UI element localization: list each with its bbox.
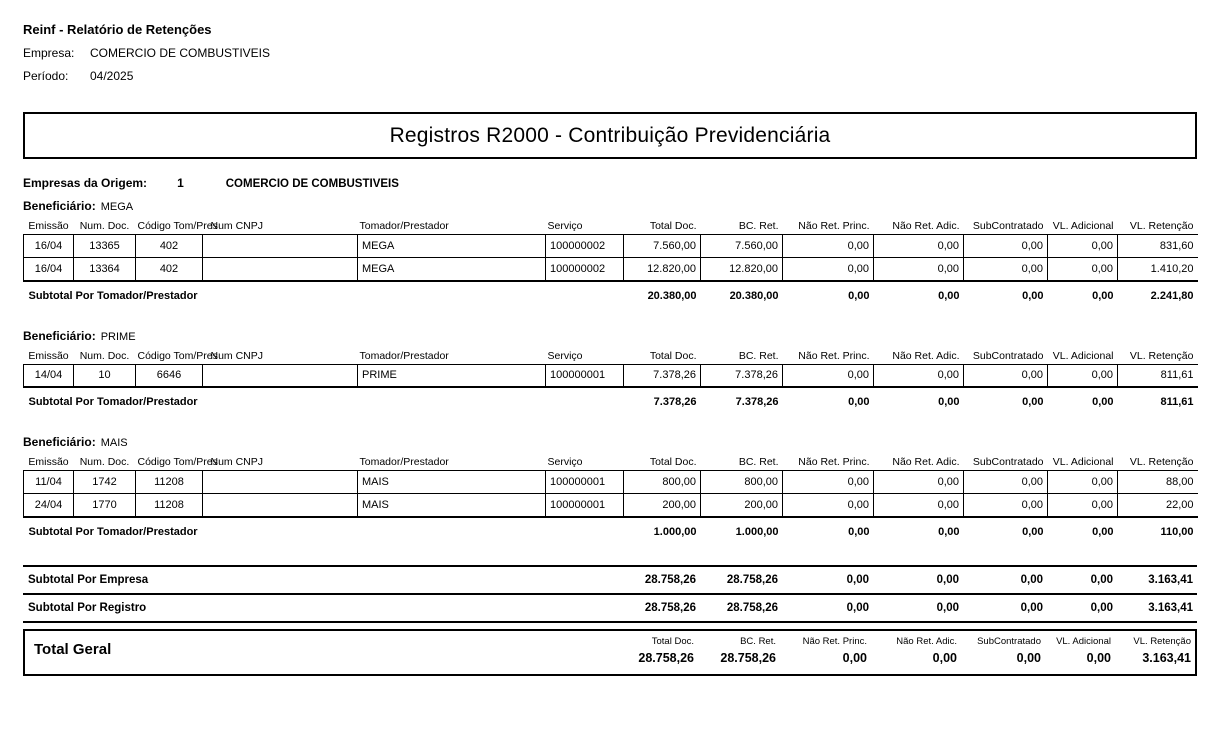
empresa-line	[23, 46, 1197, 60]
cell-subcontratado: 0,00	[964, 471, 1048, 494]
cell-nao-ret-princ: 0,00	[783, 258, 874, 281]
cell-codigo: 11208	[136, 471, 203, 494]
col-header-vl-adicional: VL. Adicional	[1048, 349, 1118, 365]
total-geral-header-row	[25, 634, 1195, 648]
retention-table	[23, 455, 1198, 540]
empresa-label: Empresa:	[23, 46, 75, 60]
report-title: Reinf - Relatório de Retenções	[23, 22, 212, 37]
cell-vl-adicional: 0,00	[1048, 258, 1118, 281]
summary-registro-vl-adicional: 0,00	[1047, 594, 1117, 622]
subtotal-nao-ret-adic: 0,00	[874, 281, 964, 304]
cell-emissao: 16/04	[24, 258, 74, 281]
cell-subcontratado: 0,00	[964, 258, 1048, 281]
subtotal-total-doc: 20.380,00	[624, 281, 701, 304]
cell-tomador: MAIS	[358, 471, 546, 494]
col-header-servico: Serviço	[546, 455, 624, 471]
cell-emissao: 14/04	[24, 364, 74, 387]
col-header-num-doc: Num. Doc.	[74, 349, 136, 365]
beneficiario-label: Beneficiário:	[23, 435, 96, 449]
tg-col-nao-ret-adic: Não Ret. Adic.	[896, 635, 957, 647]
cell-servico: 100000002	[546, 235, 624, 258]
tg-subcontratado: 0,00	[1016, 650, 1041, 665]
cell-total-doc: 7.560,00	[624, 235, 701, 258]
summary-empresa-label: Subtotal Por Empresa	[23, 566, 623, 594]
subtotal-label: Subtotal Por Tomador/Prestador	[24, 517, 624, 540]
beneficiario-label: Beneficiário:	[23, 199, 96, 213]
cell-num-doc: 13365	[74, 235, 136, 258]
cell-subcontratado: 0,00	[964, 364, 1048, 387]
cell-codigo: 6646	[136, 364, 203, 387]
cell-tomador: MEGA	[358, 258, 546, 281]
total-geral-table	[25, 634, 1195, 665]
subtotal-subcontratado: 0,00	[964, 517, 1048, 540]
subtotal-nao-ret-princ: 0,00	[783, 387, 874, 410]
subtotal-total-doc: 7.378,26	[624, 387, 701, 410]
section-beneficiario-prime	[23, 329, 1197, 411]
col-header-subcontratado: SubContratado	[964, 219, 1048, 235]
cell-tomador: MEGA	[358, 235, 546, 258]
cell-nao-ret-adic: 0,00	[874, 494, 964, 517]
col-header-servico: Serviço	[546, 219, 624, 235]
cell-cnpj	[203, 364, 358, 387]
cell-vl-adicional: 0,00	[1048, 471, 1118, 494]
col-header-vl-adicional: VL. Adicional	[1048, 455, 1118, 471]
col-header-tomador: Tomador/Prestador	[358, 455, 546, 471]
tg-col-vl-adicional: VL. Adicional	[1056, 635, 1111, 647]
cell-vl-adicional: 0,00	[1048, 364, 1118, 387]
col-header-cnpj: Num CNPJ	[203, 349, 358, 365]
col-header-bc-ret: BC. Ret.	[701, 349, 783, 365]
beneficiario-label: Beneficiário:	[23, 328, 96, 343]
summary-empresa-vl-adicional: 0,00	[1047, 566, 1117, 594]
tg-nao-ret-adic: 0,00	[932, 650, 957, 665]
subtotal-vl-adicional: 0,00	[1048, 281, 1118, 304]
col-header-total-doc: Total Doc.	[624, 349, 701, 365]
col-header-num-doc: Num. Doc.	[74, 455, 136, 471]
total-geral-label: Total Geral	[34, 640, 112, 658]
subtotal-total-doc: 1.000,00	[624, 517, 701, 540]
cell-total-doc: 200,00	[624, 494, 701, 517]
periodo-line	[23, 69, 1197, 83]
beneficiario-line	[23, 199, 1197, 213]
subtotal-subcontratado: 0,00	[964, 281, 1048, 304]
cell-servico: 100000001	[546, 364, 624, 387]
table-header-row	[24, 219, 1198, 235]
cell-subcontratado: 0,00	[964, 235, 1048, 258]
tg-col-total-doc: Total Doc.	[651, 635, 694, 647]
subtotal-vl-retencao: 110,00	[1118, 517, 1198, 540]
summary-empresa-vl-retencao: 3.163,41	[1117, 566, 1197, 594]
summary-table	[23, 565, 1197, 623]
cell-bc-ret: 7.378,26	[701, 364, 783, 387]
section-beneficiario-mais	[23, 435, 1197, 540]
col-header-codigo: Código Tom/Pres	[136, 349, 203, 365]
cell-cnpj	[203, 471, 358, 494]
subtotal-vl-adicional: 0,00	[1048, 387, 1118, 410]
cell-num-doc: 13364	[74, 258, 136, 281]
cell-servico: 100000002	[546, 258, 624, 281]
cell-emissao: 24/04	[24, 494, 74, 517]
cell-nao-ret-adic: 0,00	[874, 471, 964, 494]
col-header-tomador: Tomador/Prestador	[358, 349, 546, 365]
cell-servico: 100000001	[546, 494, 624, 517]
col-header-nao-ret-adic: Não Ret. Adic.	[874, 455, 964, 471]
cell-num-doc: 1742	[74, 471, 136, 494]
col-header-emissao: Emissão	[24, 219, 74, 235]
cell-nao-ret-princ: 0,00	[783, 235, 874, 258]
tg-nao-ret-princ: 0,00	[842, 650, 867, 665]
summary-registro-nao-ret-adic: 0,00	[873, 594, 963, 622]
col-header-total-doc: Total Doc.	[624, 219, 701, 235]
summary-registro-total-doc: 28.758,26	[623, 594, 700, 622]
col-header-nao-ret-princ: Não Ret. Princ.	[783, 219, 874, 235]
cell-subcontratado: 0,00	[964, 494, 1048, 517]
summary-registro-nao-ret-princ: 0,00	[782, 594, 873, 622]
retention-table	[23, 349, 1198, 411]
subtotal-nao-ret-princ: 0,00	[783, 281, 874, 304]
col-header-tomador: Tomador/Prestador	[358, 219, 546, 235]
cell-vl-retencao: 1.410,20	[1118, 258, 1198, 281]
subtotal-nao-ret-princ: 0,00	[783, 517, 874, 540]
col-header-bc-ret: BC. Ret.	[701, 219, 783, 235]
subtotal-row	[24, 517, 1198, 540]
section-beneficiario-mega	[23, 199, 1197, 304]
cell-total-doc: 800,00	[624, 471, 701, 494]
table-row	[24, 364, 1198, 387]
col-header-cnpj: Num CNPJ	[203, 455, 358, 471]
cell-emissao: 11/04	[24, 471, 74, 494]
cell-bc-ret: 12.820,00	[701, 258, 783, 281]
cell-vl-retencao: 811,61	[1118, 364, 1198, 387]
subtotal-vl-adicional: 0,00	[1048, 517, 1118, 540]
col-header-codigo: Código Tom/Pres	[136, 219, 203, 235]
table-row	[24, 258, 1198, 281]
col-header-num-doc: Num. Doc.	[74, 219, 136, 235]
col-header-cnpj: Num CNPJ	[203, 219, 358, 235]
col-header-vl-retencao: VL. Retenção	[1118, 349, 1198, 365]
summary-empresa-nao-ret-princ: 0,00	[782, 566, 873, 594]
cell-nao-ret-adic: 0,00	[874, 364, 964, 387]
subtotal-nao-ret-adic: 0,00	[874, 387, 964, 410]
summary-row-registro	[23, 594, 1197, 622]
tg-vl-adicional: 0,00	[1086, 650, 1111, 665]
retention-table	[23, 219, 1198, 304]
origem-line	[23, 176, 1197, 190]
origem-name: COMERCIO DE COMBUSTIVEIS	[225, 178, 399, 190]
col-header-servico: Serviço	[546, 349, 624, 365]
periodo-label: Período:	[23, 69, 69, 83]
subtotal-row	[24, 387, 1198, 410]
summary-registro-vl-retencao: 3.163,41	[1117, 594, 1197, 622]
cell-nao-ret-adic: 0,00	[874, 235, 964, 258]
beneficiario-value: MEGA	[100, 201, 134, 213]
cell-total-doc: 12.820,00	[624, 258, 701, 281]
col-header-vl-adicional: VL. Adicional	[1048, 219, 1118, 235]
subtotal-label: Subtotal Por Tomador/Prestador	[24, 387, 624, 410]
col-header-bc-ret: BC. Ret.	[701, 455, 783, 471]
cell-vl-adicional: 0,00	[1048, 494, 1118, 517]
beneficiario-line	[23, 329, 1197, 343]
cell-bc-ret: 200,00	[701, 494, 783, 517]
cell-vl-adicional: 0,00	[1048, 235, 1118, 258]
tg-col-nao-ret-princ: Não Ret. Princ.	[802, 635, 867, 647]
col-header-emissao: Emissão	[24, 349, 74, 365]
cell-num-doc: 10	[74, 364, 136, 387]
summary-empresa-total-doc: 28.758,26	[623, 566, 700, 594]
summary-empresa-subcontratado: 0,00	[963, 566, 1047, 594]
beneficiario-value: PRIME	[100, 330, 136, 343]
subtotal-nao-ret-adic: 0,00	[874, 517, 964, 540]
col-header-vl-retencao: VL. Retenção	[1118, 219, 1198, 235]
origem-label: Empresas da Origem:	[23, 176, 148, 190]
subtotal-vl-retencao: 2.241,80	[1118, 281, 1198, 304]
cell-bc-ret: 7.560,00	[701, 235, 783, 258]
report-page	[23, 22, 1197, 676]
tg-col-bc-ret: BC. Ret.	[740, 635, 776, 647]
cell-emissao: 16/04	[24, 235, 74, 258]
col-header-vl-retencao: VL. Retenção	[1118, 455, 1198, 471]
summary-empresa-bc-ret: 28.758,26	[700, 566, 782, 594]
table-row	[24, 494, 1198, 517]
subtotal-bc-ret: 7.378,26	[701, 387, 783, 410]
col-header-nao-ret-princ: Não Ret. Princ.	[783, 455, 874, 471]
cell-total-doc: 7.378,26	[624, 364, 701, 387]
col-header-subcontratado: SubContratado	[964, 349, 1048, 365]
cell-tomador: PRIME	[358, 364, 546, 387]
summary-row-empresa	[23, 566, 1197, 594]
col-header-emissao: Emissão	[24, 455, 74, 471]
col-header-nao-ret-adic: Não Ret. Adic.	[874, 219, 964, 235]
col-header-subcontratado: SubContratado	[964, 455, 1048, 471]
cell-cnpj	[203, 235, 358, 258]
beneficiario-line	[23, 435, 1197, 449]
tg-col-subcontratado: SubContratado	[977, 635, 1041, 647]
cell-codigo: 11208	[136, 494, 203, 517]
banner-title: Registros R2000 - Contribuição Previdenciária	[389, 123, 831, 147]
cell-num-doc: 1770	[74, 494, 136, 517]
subtotal-label: Subtotal Por Tomador/Prestador	[24, 281, 624, 304]
tg-total-doc: 28.758,26	[638, 650, 694, 665]
cell-codigo: 402	[136, 235, 203, 258]
tg-col-vl-retencao: VL. Retenção	[1133, 635, 1191, 647]
cell-servico: 100000001	[546, 471, 624, 494]
subtotal-subcontratado: 0,00	[964, 387, 1048, 410]
cell-codigo: 402	[136, 258, 203, 281]
report-banner	[23, 112, 1197, 159]
subtotal-bc-ret: 1.000,00	[701, 517, 783, 540]
empresa-value: COMERCIO DE COMBUSTIVEIS	[90, 46, 271, 60]
cell-tomador: MAIS	[358, 494, 546, 517]
table-row	[24, 235, 1198, 258]
col-header-nao-ret-princ: Não Ret. Princ.	[783, 349, 874, 365]
total-geral-box	[23, 629, 1197, 676]
cell-nao-ret-princ: 0,00	[783, 364, 874, 387]
col-header-total-doc: Total Doc.	[624, 455, 701, 471]
cell-vl-retencao: 22,00	[1118, 494, 1198, 517]
origem-number: 1	[177, 176, 184, 190]
summary-registro-bc-ret: 28.758,26	[700, 594, 782, 622]
cell-cnpj	[203, 258, 358, 281]
summary-registro-label: Subtotal Por Registro	[23, 594, 623, 622]
tg-bc-ret: 28.758,26	[720, 650, 776, 665]
tg-vl-retencao: 3.163,41	[1142, 650, 1191, 665]
table-header-row	[24, 455, 1198, 471]
subtotal-bc-ret: 20.380,00	[701, 281, 783, 304]
periodo-value: 04/2025	[90, 69, 134, 83]
summary-empresa-nao-ret-adic: 0,00	[873, 566, 963, 594]
subtotal-row	[24, 281, 1198, 304]
table-row	[24, 471, 1198, 494]
col-header-codigo: Código Tom/Pres	[136, 455, 203, 471]
subtotal-vl-retencao: 811,61	[1118, 387, 1198, 410]
cell-vl-retencao: 88,00	[1118, 471, 1198, 494]
cell-nao-ret-adic: 0,00	[874, 258, 964, 281]
summary-registro-subcontratado: 0,00	[963, 594, 1047, 622]
cell-nao-ret-princ: 0,00	[783, 471, 874, 494]
col-header-nao-ret-adic: Não Ret. Adic.	[874, 349, 964, 365]
cell-nao-ret-princ: 0,00	[783, 494, 874, 517]
beneficiario-value: MAIS	[100, 437, 128, 449]
cell-bc-ret: 800,00	[701, 471, 783, 494]
cell-cnpj	[203, 494, 358, 517]
table-header-row	[24, 349, 1198, 365]
cell-vl-retencao: 831,60	[1118, 235, 1198, 258]
